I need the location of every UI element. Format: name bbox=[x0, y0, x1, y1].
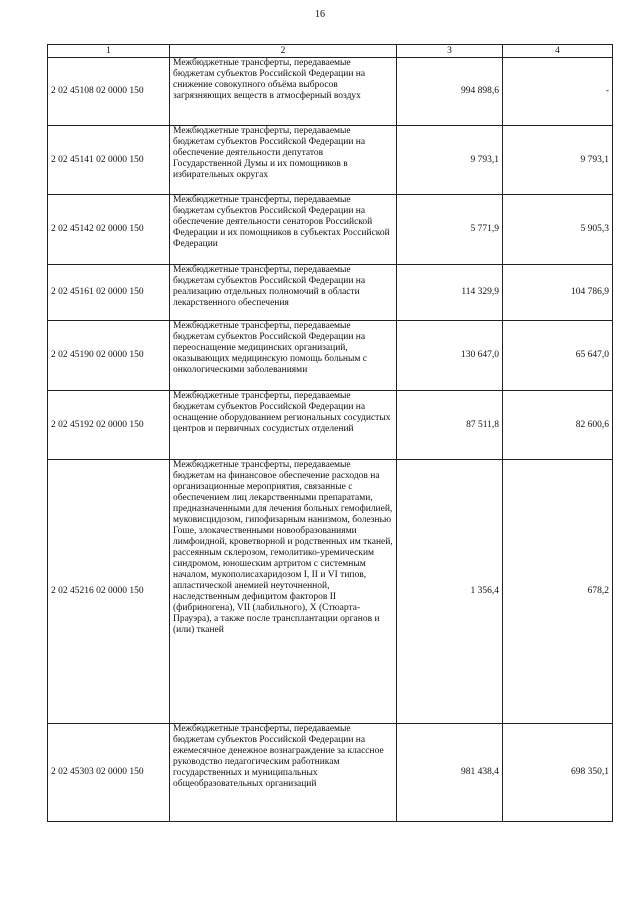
column-header-4: 4 bbox=[503, 45, 613, 58]
table-row bbox=[48, 58, 613, 126]
row-col3: 5 771,9 bbox=[397, 195, 503, 265]
header-row bbox=[48, 45, 613, 58]
row-col4: 104 786,9 bbox=[503, 265, 613, 321]
table-row bbox=[48, 195, 613, 265]
row-col4: 678,2 bbox=[503, 460, 613, 724]
row-col3: 994 898,6 bbox=[397, 58, 503, 126]
row-name: Межбюджетные трансферты, передаваемые бюджетам субъектов Российской Федерации на реализацию отдельных полномочий в области лекарственного обеспечения bbox=[170, 265, 397, 321]
row-name: Межбюджетные трансферты, передаваемые бюджетам субъектов Российской Федерации на переоснащение медицинских организаций, оказывающих медицинскую помощь больным с онкологическими заболеваниями bbox=[170, 321, 397, 391]
row-code: 2 02 45108 02 0000 150 bbox=[48, 58, 170, 126]
table-row bbox=[48, 265, 613, 321]
row-col3: 9 793,1 bbox=[397, 126, 503, 195]
row-name: Межбюджетные трансферты, передаваемые бюджетам субъектов Российской Федерации на оснащение оборудованием региональных сосудистых центров и первичных сосудистых отделений bbox=[170, 391, 397, 460]
row-col4: 5 905,3 bbox=[503, 195, 613, 265]
row-col3: 1 356,4 bbox=[397, 460, 503, 724]
row-code: 2 02 45303 02 0000 150 bbox=[48, 724, 170, 822]
row-col4: 698 350,1 bbox=[503, 724, 613, 822]
row-col4: 82 600,6 bbox=[503, 391, 613, 460]
row-col4: 65 647,0 bbox=[503, 321, 613, 391]
row-col3: 87 511,8 bbox=[397, 391, 503, 460]
column-header-3: 3 bbox=[397, 45, 503, 58]
row-name: Межбюджетные трансферты, передаваемые бюджетам на финансовое обеспечение расходов на организационные мероприятия, связанные с обеспечением лиц лекарственными препаратами, предназначенными для лечения больных гемофилией, муковисцидозом, гипофизарным нанизмом, болезнью Гоше, злокачественными новообразованиями лимфоидной, кроветворной и родственных им тканей, рассеянным склерозом, гемолитико-уремическим синдромом, юношеским артритом с системным началом, мукополисахаридозом I, II и VI типов, апластической анемией неуточненной, наследственным дефицитом факторов II (фибриногена), VII (лабильного), X (Стюарта-Прауэра), а также после трансплантации органов и (или) тканей bbox=[170, 460, 397, 724]
row-code: 2 02 45190 02 0000 150 bbox=[48, 321, 170, 391]
column-header-1: 1 bbox=[48, 45, 170, 58]
page-number: 16 bbox=[315, 9, 325, 20]
table-header bbox=[48, 45, 613, 58]
table-row bbox=[48, 321, 613, 391]
row-code: 2 02 45216 02 0000 150 bbox=[48, 460, 170, 724]
row-col3: 114 329,9 bbox=[397, 265, 503, 321]
table-body bbox=[48, 58, 613, 822]
row-col4: 9 793,1 bbox=[503, 126, 613, 195]
row-code: 2 02 45192 02 0000 150 bbox=[48, 391, 170, 460]
row-code: 2 02 45142 02 0000 150 bbox=[48, 195, 170, 265]
row-col3: 130 647,0 bbox=[397, 321, 503, 391]
table-row bbox=[48, 391, 613, 460]
row-name: Межбюджетные трансферты, передаваемые бюджетам субъектов Российской Федерации на ежемесячное денежное вознаграждение за классное руководство педагогическим работникам государственных и муниципальных общеобразовательных организаций bbox=[170, 724, 397, 822]
budget-table bbox=[47, 44, 613, 822]
row-name: Межбюджетные трансферты, передаваемые бюджетам субъектов Российской Федерации на снижение совокупного объёма выбросов загрязняющих веществ в атмосферный воздух bbox=[170, 58, 397, 126]
row-name: Межбюджетные трансферты, передаваемые бюджетам субъектов Российской Федерации на обеспечение деятельности сенаторов Российской Федерации и их помощников в субъектах Российской Федерации bbox=[170, 195, 397, 265]
row-col4: - bbox=[503, 58, 613, 126]
column-header-2: 2 bbox=[170, 45, 397, 58]
table-row bbox=[48, 460, 613, 724]
table-row bbox=[48, 724, 613, 822]
row-col3: 981 438,4 bbox=[397, 724, 503, 822]
table-row bbox=[48, 126, 613, 195]
row-name: Межбюджетные трансферты, передаваемые бюджетам субъектов Российской Федерации на обеспечение деятельности депутатов Государственной Думы и их помощников в избирательных округах bbox=[170, 126, 397, 195]
row-code: 2 02 45161 02 0000 150 bbox=[48, 265, 170, 321]
row-code: 2 02 45141 02 0000 150 bbox=[48, 126, 170, 195]
